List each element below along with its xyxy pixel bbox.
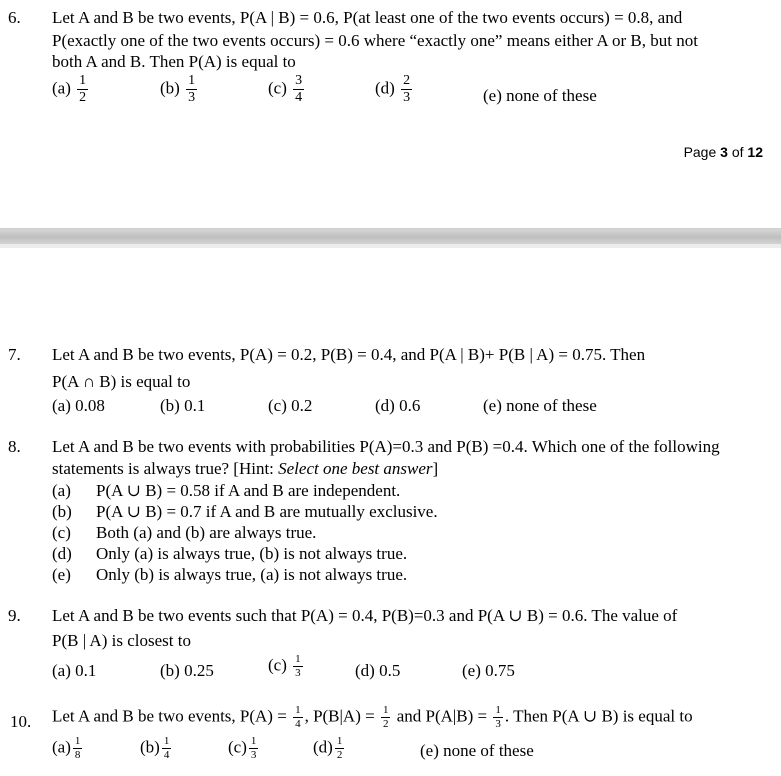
q10-line1-part4: . Then P(A ∪ B) is equal to <box>504 706 693 726</box>
q10-option-c <box>228 736 260 761</box>
q9-option-c <box>268 654 305 679</box>
q6-option-c-label: (c) <box>268 78 287 98</box>
q10-option-a-denominator: 8 <box>74 749 81 761</box>
q6-option-b-numerator: 1 <box>188 73 196 88</box>
q9-option-c-denominator: 3 <box>295 667 301 679</box>
q10-line1-part3: and P(A|B) = <box>392 706 488 726</box>
q8-item-c-label: (c) <box>52 523 71 542</box>
q8-line1: Let A and B be two events with probabilities P(A)=0.3 and P(B) =0.4. Which one of the following <box>52 437 720 456</box>
q6-option-b-denominator: 3 <box>188 90 196 105</box>
q8-hint-text: Select one best answer <box>278 459 433 478</box>
q7-line2: P(A ∩ B) is equal to <box>52 372 191 391</box>
q6-number: 6. <box>8 8 21 27</box>
q6-option-c-denominator: 4 <box>295 90 303 105</box>
page-break-shadow <box>0 244 781 248</box>
q6-option-d-denominator: 3 <box>403 90 411 105</box>
q8-item-e-text: Only (b) is always true, (a) is not always true. <box>96 565 408 584</box>
q6-line3: both A and B. Then P(A) is equal to <box>52 52 296 71</box>
q10-pab-numerator: 1 <box>495 704 501 716</box>
q8-line2 <box>52 459 438 479</box>
q10-line1 <box>52 705 693 730</box>
q10-option-a <box>52 736 84 761</box>
q9-number: 9. <box>8 606 21 625</box>
page-number-separator: of <box>727 144 748 160</box>
q6-line1: Let A and B be two events, P(A | B) = 0.6, P(at least one of the two events occurs) = 0.8, and <box>52 8 683 27</box>
q9-option-b: (b) 0.25 <box>160 661 214 680</box>
q8-item-d-label: (d) <box>52 544 72 563</box>
q10-line1-part1: Let A and B be two events, P(A) = <box>52 706 287 726</box>
q10-pa-denominator: 4 <box>295 718 301 730</box>
q6-option-e: (e) none of these <box>483 86 597 105</box>
q8-item-b-label: (b) <box>52 502 72 521</box>
q10-pa-numerator: 1 <box>295 704 301 716</box>
q6-option-c <box>268 74 306 105</box>
q10-option-d-denominator: 2 <box>336 749 343 761</box>
q10-option-a-label: (a) <box>52 737 71 757</box>
q6-option-b <box>160 74 199 105</box>
q6-option-a-label: (a) <box>52 78 71 98</box>
q10-pba-denominator: 2 <box>382 718 389 730</box>
q8-item-a-label: (a) <box>52 481 71 500</box>
q7-option-e: (e) none of these <box>483 396 597 415</box>
q9-option-a: (a) 0.1 <box>52 661 97 680</box>
page-break-divider <box>0 228 781 245</box>
q8-item-b-text: P(A ∪ B) = 0.7 if A and B are mutually exclusive. <box>96 502 438 521</box>
page-number-current: 3 <box>720 144 728 160</box>
q10-option-b-denominator: 4 <box>163 749 170 761</box>
q10-option-b <box>140 736 173 761</box>
q8-number: 8. <box>8 437 21 456</box>
q7-option-c: (c) 0.2 <box>268 396 313 415</box>
q9-option-d: (d) 0.5 <box>355 661 401 680</box>
q9-option-e: (e) 0.75 <box>462 661 515 680</box>
q8-line2-start: statements is always true? [Hint: <box>52 459 279 478</box>
q7-number: 7. <box>8 345 21 364</box>
q8-item-a-text: P(A ∪ B) = 0.58 if A and B are independent. <box>96 481 401 500</box>
q10-option-e: (e) none of these <box>420 741 534 760</box>
page-number <box>684 144 763 160</box>
q6-option-a-numerator: 1 <box>79 73 87 88</box>
q8-line2-end: ] <box>432 459 439 478</box>
page-number-prefix: Page <box>683 144 721 160</box>
page-number-total: 12 <box>747 144 763 160</box>
q6-option-a <box>52 74 90 105</box>
q6-option-a-denominator: 2 <box>79 90 87 105</box>
q9-option-c-numerator: 1 <box>295 653 301 665</box>
q10-option-d-numerator: 1 <box>336 735 343 747</box>
q9-line2: P(B | A) is closest to <box>52 631 191 650</box>
q8-item-e-label: (e) <box>52 565 71 584</box>
q6-option-c-numerator: 3 <box>295 73 303 88</box>
q10-pab-denominator: 3 <box>495 718 501 730</box>
q6-option-d <box>375 74 414 105</box>
q9-line1: Let A and B be two events such that P(A) = 0.4, P(B)=0.3 and P(A ∪ B) = 0.6. The value of <box>52 606 678 625</box>
q10-option-b-numerator: 1 <box>163 735 170 747</box>
q10-option-c-denominator: 3 <box>250 749 257 761</box>
q10-option-c-label: (c) <box>228 737 247 757</box>
q6-line2: P(exactly one of the two events occurs) = 0.6 where “exactly one” means either A or B, but not <box>52 31 698 50</box>
q7-option-b: (b) 0.1 <box>160 396 206 415</box>
q9-option-c-label: (c) <box>268 655 287 675</box>
q10-option-c-numerator: 1 <box>250 735 257 747</box>
q10-number: 10. <box>10 712 32 731</box>
q6-option-d-label: (d) <box>375 78 395 98</box>
q10-pba-numerator: 1 <box>382 704 389 716</box>
q7-line1: Let A and B be two events, P(A) = 0.2, P(B) = 0.4, and P(A | B)+ P(B | A) = 0.75. Then <box>52 345 646 364</box>
q10-line1-part2: , P(B|A) = <box>304 706 375 726</box>
q10-option-d-label: (d) <box>313 737 333 757</box>
q7-option-a: (a) 0.08 <box>52 396 105 415</box>
q7-option-d: (d) 0.6 <box>375 396 421 415</box>
q10-option-d <box>313 736 346 761</box>
q6-option-b-label: (b) <box>160 78 180 98</box>
q8-item-c-text: Both (a) and (b) are always true. <box>96 523 317 542</box>
q6-option-d-numerator: 2 <box>403 73 411 88</box>
q8-item-d-text: Only (a) is always true, (b) is not always true. <box>96 544 408 563</box>
q10-option-a-numerator: 1 <box>74 735 81 747</box>
q10-option-b-label: (b) <box>140 737 160 757</box>
